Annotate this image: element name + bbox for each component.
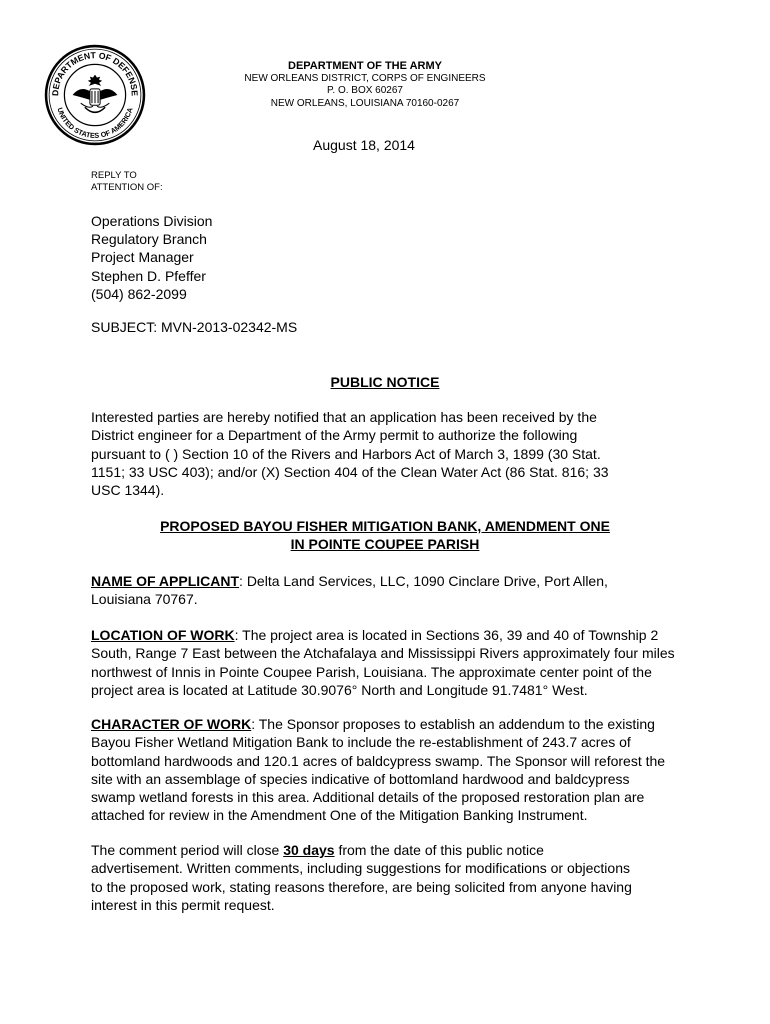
project-title: PROPOSED BAYOU FISHER MITIGATION BANK, AMENDMENT ONE IN POINTE COUPEE PARISH xyxy=(160,518,610,553)
character-paragraph: CHARACTER OF WORK: The Sponsor proposes to establish an addendum to the existing Bayou Fisher Wetland Mitigation Bank to include the re-establishment of 243.7 acres of bottomland hardwoods and 120.1 acres of baldcypress swamp. The Sponsor will reforest the site with an assemblage of species indicative of bottomland hardwood and baldcypress swamp wetland forests in this area. Additional details of the proposed restoration plan are attached for review in the Amendment One of the Mitigation Banking Instrument. xyxy=(91,716,666,824)
character-label: CHARACTER OF WORK xyxy=(91,716,252,732)
applicant-paragraph: NAME OF APPLICANT: Delta Land Services, LLC, 1090 Cinclare Drive, Port Allen, Louisiana 70767. xyxy=(91,573,608,608)
applicant-label: NAME OF APPLICANT xyxy=(91,573,240,589)
letter-date: August 18, 2014 xyxy=(313,137,415,153)
letterhead xyxy=(175,60,555,110)
comment-paragraph: The comment period will close 30 days from the date of this public notice advertisement. Written comments, including suggestions for modifications or objections to the proposed work, stating reasons therefore, are being solicited from anyone having interest in this permit request. xyxy=(91,842,632,913)
department-name: DEPARTMENT OF THE ARMY xyxy=(288,60,442,72)
district-name: NEW ORLEANS DISTRICT, CORPS OF ENGINEERS xyxy=(244,72,486,84)
intro-paragraph: Interested parties are hereby notified that an application has been received by the District engineer for a Department of the Army permit to authorize the following pursuant to ( ) Section 10 of the Rivers and Harbors Act of March 3, 1899 (30 Stat. 1151; 33 USC 403); and/or (X) Section 404 of the Clean Water Act (86 Stat. 816; 33 USC 1344). xyxy=(91,409,609,499)
sender-name: Stephen D. Pfeffer xyxy=(91,267,206,284)
eagle-icon xyxy=(73,75,118,113)
public-notice-heading: PUBLIC NOTICE xyxy=(330,374,440,390)
seal-top-text: DEPARTMENT OF DEFENSE xyxy=(50,50,140,97)
sender-division: Operations Division xyxy=(91,213,213,229)
po-box: P. O. BOX 60267 xyxy=(327,85,403,96)
sender-title: Project Manager xyxy=(91,249,194,266)
sender-block xyxy=(91,212,212,303)
sender-branch: Regulatory Branch xyxy=(91,231,207,248)
sender-phone: (504) 862-2099 xyxy=(91,285,187,302)
comment-days: 30 days xyxy=(283,842,335,858)
reply-to-label: REPLY TO ATTENTION OF: xyxy=(91,170,163,193)
subject-line: SUBJECT: MVN-2013-02342-MS xyxy=(91,319,298,335)
city-address: NEW ORLEANS, LOUISIANA 70160-0267 xyxy=(270,97,460,109)
location-paragraph: LOCATION OF WORK: The project area is located in Sections 36, 39 and 40 of Township 2 South, Range 7 East between the Atchafalaya and Mississippi Rivers approximately four miles northwest of Innis in Pointe Coupee Parish, Louisiana. The approximate center point of the project area is located at Latitude 30.9076° North and Longitude 91.7481° West. xyxy=(91,627,675,698)
department-of-defense-seal xyxy=(44,44,146,146)
location-label: LOCATION OF WORK xyxy=(91,627,235,643)
seal-bottom-text: UNITED STATES OF AMERICA xyxy=(55,106,135,140)
